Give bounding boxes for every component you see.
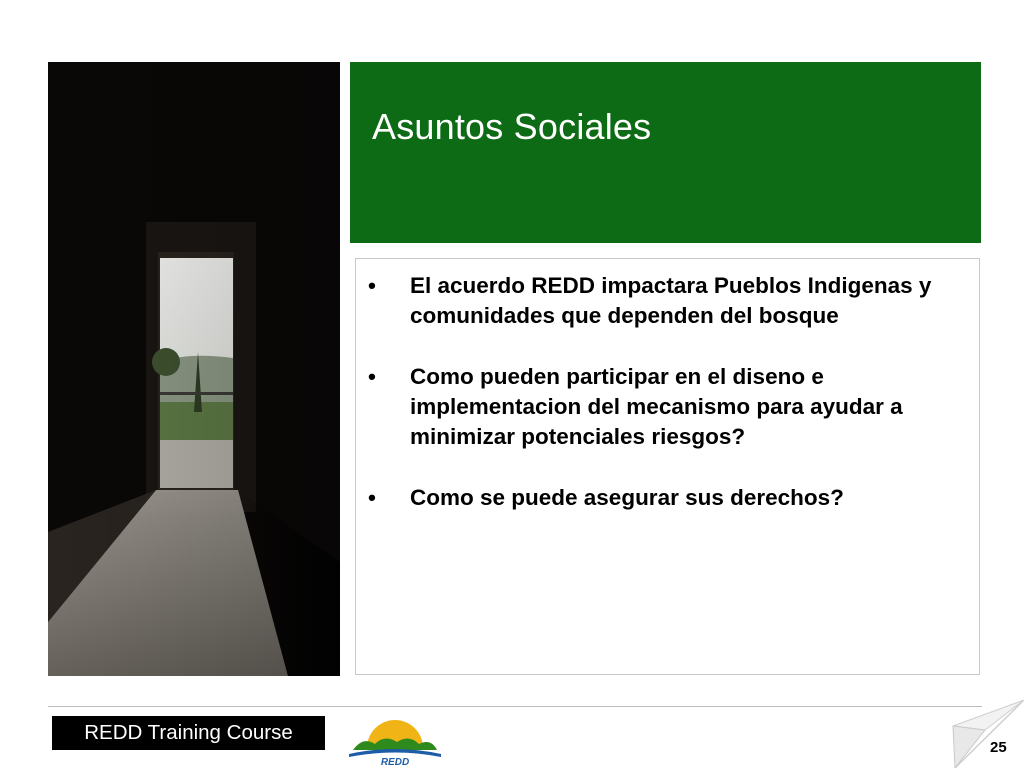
title-banner: [350, 62, 981, 243]
bullet-marker: •: [368, 273, 376, 298]
content-panel: [355, 258, 980, 675]
footer-divider: [48, 706, 982, 707]
bullet-marker: •: [368, 364, 376, 389]
course-label: REDD Training Course: [52, 716, 325, 750]
slide-title: Asuntos Sociales: [372, 106, 652, 147]
bullet-text: El acuerdo REDD impactara Pueblos Indigenas y comunidades que dependen del bosque: [410, 273, 932, 328]
svg-text:REDD: REDD: [380, 757, 410, 768]
bullet-item: [356, 271, 979, 331]
page-curl-icon: [945, 700, 1024, 768]
bullet-text: Como se puede asegurar sus derechos?: [410, 485, 844, 510]
redd-logo: [345, 714, 445, 768]
bullet-text: Como pueden participar en el diseno e implementacion del mecanismo para ayudar a minimizar potenciales riesgos?: [410, 364, 903, 449]
bullet-item: [356, 483, 979, 513]
page-number: 25: [990, 739, 1007, 756]
bullet-list: [356, 271, 979, 544]
bullet-item: [356, 362, 979, 452]
doorway-photo: [48, 62, 340, 676]
bullet-marker: •: [368, 485, 376, 510]
